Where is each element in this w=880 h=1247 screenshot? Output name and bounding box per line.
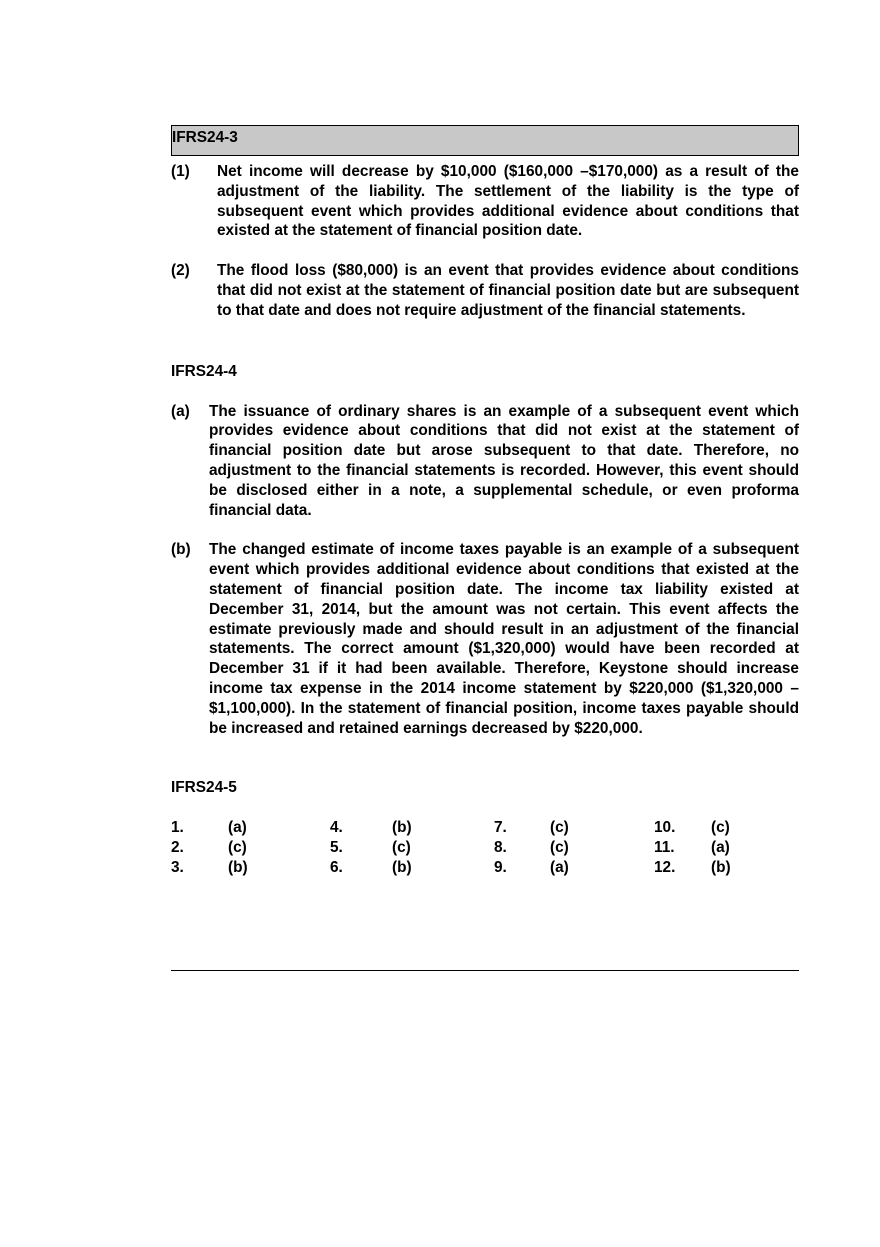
- answer-number: 8.: [494, 839, 507, 857]
- answer-value: (b): [711, 859, 731, 877]
- answer-grid: [171, 818, 799, 878]
- answer-number: 1.: [171, 819, 184, 837]
- item-label: (a): [171, 402, 190, 420]
- item-text: Net income will decrease by $10,000 ($160,000 –$170,000) as a result of the adjustment of the liability. The settlement of the liability is the type of subsequent event which provides additional evidence about conditions that existed at the statement of financial position date.: [217, 163, 799, 240]
- section-title-ifrs24-5: IFRS24-5: [171, 779, 237, 797]
- answer-value: (c): [711, 819, 730, 837]
- answer-value: (c): [550, 819, 569, 837]
- answer-value: (a): [228, 819, 247, 837]
- answer-number: 10.: [654, 819, 676, 837]
- answer-value: (b): [392, 859, 412, 877]
- list-item: [171, 402, 799, 521]
- answer-number: 4.: [330, 819, 343, 837]
- answer-number: 7.: [494, 819, 507, 837]
- section-title: IFRS24-3: [172, 129, 238, 146]
- answer-value: (c): [550, 839, 569, 857]
- item-label: (b): [171, 541, 191, 559]
- answer-number: 11.: [654, 839, 675, 857]
- answer-value: (c): [392, 839, 411, 857]
- answer-number: 12.: [654, 859, 676, 877]
- answer-number: 2.: [171, 839, 184, 857]
- answer-value: (c): [228, 839, 247, 857]
- item-text: The issuance of ordinary shares is an example of a subsequent event which provides evidence about conditions that did not exist at the statement of financial position date but arose subsequent to that date. Therefore, no adjustment to the financial statements is recorded. However, this event should be disclosed either in a note, a supplemental schedule, or even proforma financial data.: [209, 402, 799, 519]
- answer-value: (b): [392, 819, 412, 837]
- section-title-ifrs24-4: IFRS24-4: [171, 362, 237, 380]
- horizontal-rule: [171, 970, 799, 971]
- list-item: [171, 261, 799, 320]
- item-text: The changed estimate of income taxes payable is an example of a subsequent event which provides additional evidence about conditions that existed at the statement of financial position date. The income tax liability existed at December 31, 2014, but the amount was not certain. This event affects the estimate previously made and should result in an adjustment of the financial statements. The correct amount ($1,320,000) would have been recorded at December 31 if it had been available. Therefore, Keystone should increase income tax expense in the 2014 income statement by $220,000 ($1,320,000 – $1,100,000). In the statement of financial position, income taxes payable should be increased and retained earnings decreased by $220,000.: [209, 541, 799, 737]
- answer-value: (a): [711, 839, 730, 857]
- item-label: (2): [171, 262, 190, 280]
- list-item: [171, 540, 799, 738]
- answer-number: 6.: [330, 859, 343, 877]
- answer-number: 3.: [171, 859, 184, 877]
- document-page: [171, 125, 799, 878]
- section-header-ifrs24-3: [171, 125, 799, 156]
- item-text: The flood loss ($80,000) is an event that provides evidence about conditions that did not exist at the statement of financial position date but are subsequent to that date and does not require adjustment of the financial statements.: [217, 262, 799, 319]
- list-item: [171, 162, 799, 241]
- answer-value: (a): [550, 859, 569, 877]
- item-label: (1): [171, 163, 190, 180]
- answer-number: 9.: [494, 859, 507, 877]
- answer-number: 5.: [330, 839, 343, 857]
- answer-value: (b): [228, 859, 248, 877]
